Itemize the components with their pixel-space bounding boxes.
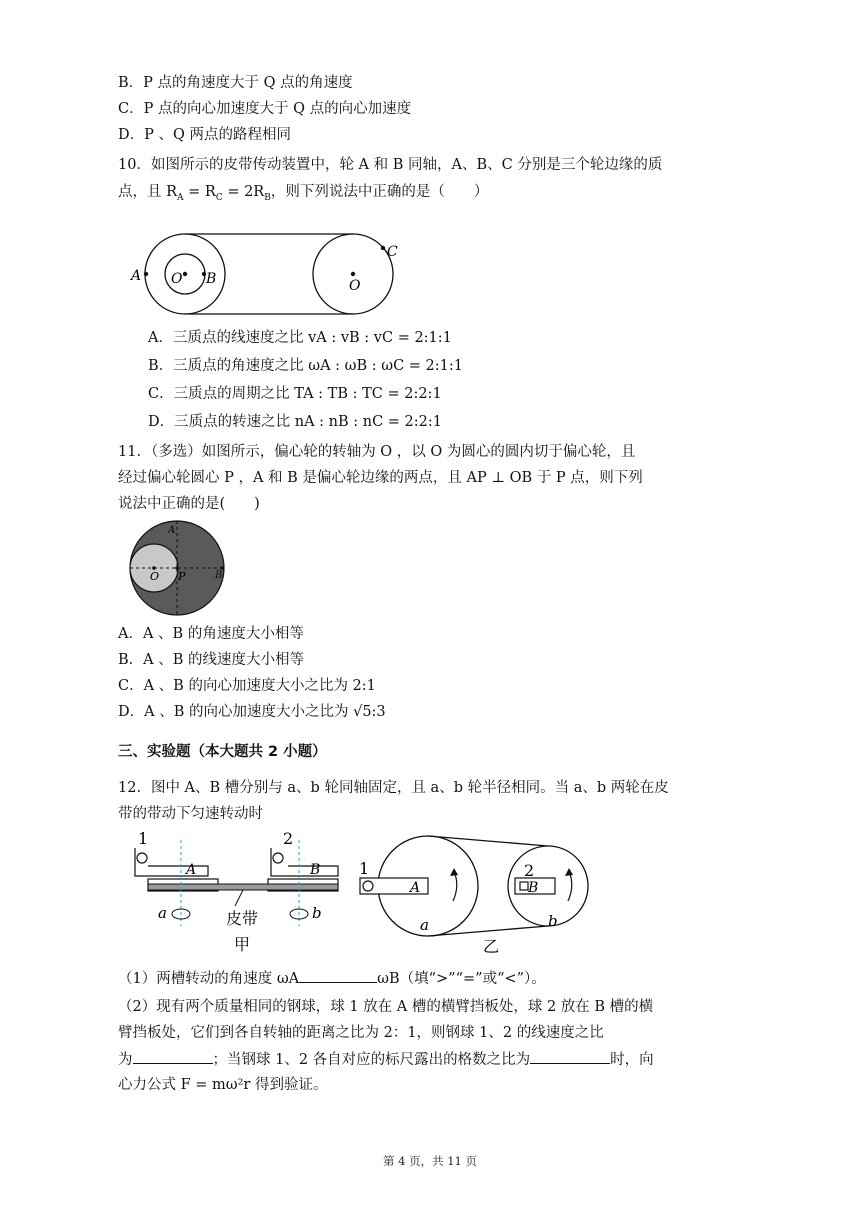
q10-label-o2: O (349, 278, 361, 294)
q12-fig-label-b: B (310, 862, 321, 878)
q12-stem-line2: 带的带动下匀速转动时 (118, 806, 263, 822)
q11-label-b: B (215, 570, 223, 581)
q10-stem-line2: 点，且 $R_A = R_C = 2R_B$，则下列说法中正确的是（ ） (118, 184, 489, 203)
q12-fig-label-r2: 2 (524, 861, 535, 880)
q11-option-d: D．A 、B 的向心加速度大小之比为 √5:3 (118, 704, 386, 720)
q10-option-d: D．三质点的转速之比 nA : nB : nC = 2:2:1 (148, 414, 442, 430)
q11-eccentric-wheel-figure (128, 518, 228, 616)
q11-option-c: C．A 、B 的向心加速度大小之比为 2:1 (118, 678, 376, 694)
q12-blank-3[interactable] (530, 1049, 610, 1064)
q11-option-b: B．A 、B 的线速度大小相等 (118, 652, 304, 668)
q12-fig-label-jia: 甲 (234, 935, 251, 954)
q10-belt-pulley-figure (128, 228, 418, 324)
q12-blank-1[interactable] (299, 968, 377, 983)
q12-fig-label-wb: b (312, 904, 322, 922)
q11-stem-line3: 说法中正确的是( ) (118, 496, 260, 512)
q12-stem-line1: 12．图中 A、B 槽分别与 a、b 轮同轴固定，且 a、b 轮半径相同。当 a、b 两轮在皮 (118, 780, 669, 796)
q9-option-b: B．P 点的角速度大于 Q 点的角速度 (118, 75, 353, 91)
q11-label-o: O (150, 570, 160, 583)
q12-fig-label-wa: a (158, 904, 167, 922)
q10-label-b: B (206, 271, 217, 287)
q12-fig-label-a: A (186, 862, 197, 878)
q10-option-c: C．三质点的周期之比 TA : TB : TC = 2:2:1 (148, 386, 442, 402)
q12-apparatus-figure (128, 826, 608, 956)
q10-option-a: A．三质点的线速度之比 vA : vB : vC = 2:1:1 (148, 330, 452, 346)
q12-fig-label-r1: 1 (359, 859, 370, 878)
q12-blank-2[interactable] (133, 1049, 213, 1064)
q10-label-c: C (387, 244, 398, 260)
q10-label-o1: O (171, 271, 183, 287)
q9-option-d: D．P 、Q 两点的路程相同 (118, 127, 291, 143)
q11-label-a: A (168, 525, 176, 536)
q10-option-b: B．三质点的角速度之比 ωA : ωB : ωC = 2:1:1 (148, 358, 463, 374)
q12-part1: （1）两槽转动的角速度 ωA ωB（填“>”“=”或“<”）。 (118, 968, 546, 989)
q12-fig-label-2: 2 (283, 829, 294, 848)
q12-fig-label-rb: B (528, 880, 539, 896)
page-footer: 第 4 页，共 11 页 (382, 1154, 478, 1168)
q12-part2-line3: 为 ；当钢球 1、2 各自对应的标尺露出的格数之比为 时，向 (118, 1049, 654, 1070)
q10-stem-line1: 10．如图所示的皮带传动装置中，轮 A 和 B 同轴，A、B、C 分别是三个轮边缘的质 (118, 157, 663, 173)
q12-part2-line1: （2）现有两个质量相同的钢球，球 1 放在 A 槽的横臂挡板处，球 2 放在 B 槽的横 (118, 999, 654, 1015)
q12-part2-line4: 心力公式 F = mω²r 得到验证。 (118, 1077, 328, 1093)
q11-stem-line2: 经过偏心轮圆心 P ，A 和 B 是偏心轮边缘的两点，且 AP ⊥ OB 于 P 点，则下列 (118, 470, 643, 486)
q12-fig-label-1: 1 (138, 829, 149, 848)
q12-fig-wheel-b: b (548, 912, 558, 930)
q11-option-a: A．A 、B 的角速度大小相等 (118, 626, 304, 642)
q11-stem-line1: 11．（多选）如图所示，偏心轮的转轴为 O ，以 O 为圆心的圆内切于偏心轮，且 (118, 444, 636, 460)
q12-fig-label-yi: 乙 (483, 937, 500, 956)
q11-label-p: P (178, 570, 186, 583)
q12-fig-label-ra: A (410, 880, 421, 896)
q9-option-c: C．P 点的向心加速度大于 Q 点的向心加速度 (118, 101, 412, 117)
q12-part2-line2: 臂挡板处，它们到各自转轴的距离之比为 2：1，则钢球 1、2 的线速度之比 (118, 1025, 604, 1041)
section-heading: 三、实验题（本大题共 2 小题） (118, 744, 327, 760)
q12-fig-wheel-a: a (420, 916, 429, 934)
q12-fig-label-belt: 皮带 (226, 909, 259, 928)
q10-label-a: A (131, 268, 142, 284)
